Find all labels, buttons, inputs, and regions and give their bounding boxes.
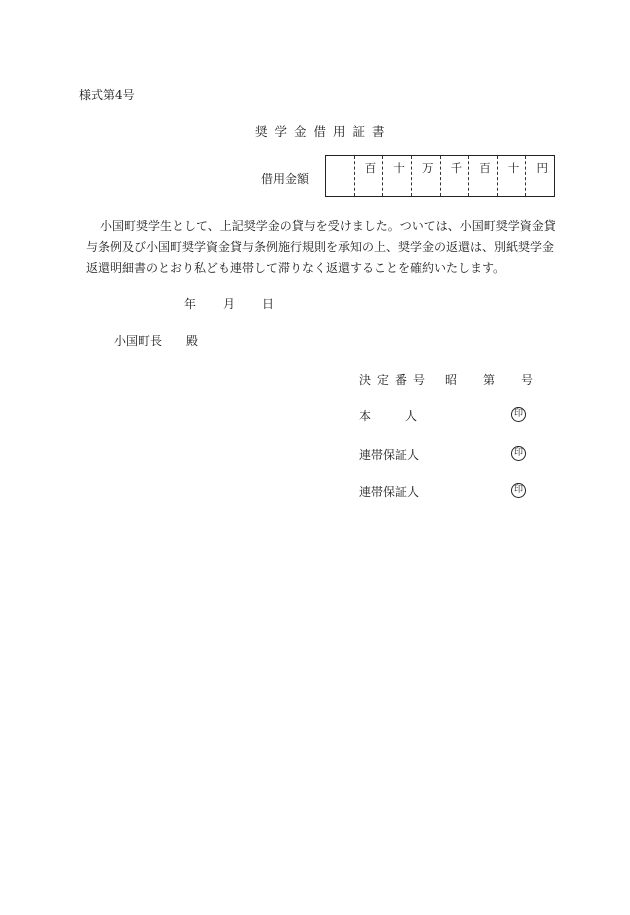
amount-unit: 円 (536, 161, 548, 175)
addressee-honorific: 殿 (186, 334, 199, 348)
guarantor-label-1: 連帯保証人 (359, 448, 420, 462)
amount-unit: 十 (507, 161, 520, 175)
decision-number-row (359, 371, 533, 388)
amount-label: 借用金額 (261, 172, 310, 186)
amount-unit: 千 (450, 161, 463, 175)
amount-unit: 十 (393, 161, 405, 175)
amount-unit: 万 (422, 161, 434, 175)
amount-cell-ten-million[interactable] (382, 156, 411, 196)
amount-cell-ten-thousand[interactable] (411, 156, 440, 196)
addressee (114, 332, 198, 349)
amount-cell-ten[interactable] (497, 156, 526, 196)
document-title: 奨学金借用証書 (255, 124, 392, 139)
amount-unit: 百 (364, 161, 377, 175)
addressee-name: 小国町長 (114, 334, 163, 348)
seal-mark: 印 (511, 483, 526, 498)
amount-cell-yen[interactable] (525, 156, 554, 196)
date-month: 月 (223, 297, 236, 311)
decision-go: 号 (521, 373, 534, 387)
pledge-text (86, 216, 566, 279)
date-day: 日 (262, 297, 275, 311)
seal-mark: 印 (511, 407, 526, 422)
seal-mark: 印 (511, 446, 526, 461)
amount-unit: 百 (479, 161, 491, 175)
amount-cell-hundred[interactable] (468, 156, 497, 196)
decision-dai: 第 (483, 373, 496, 387)
form-number: 様式第4号 (79, 88, 135, 102)
principal-label (359, 407, 417, 424)
decision-label: 決定番号 (359, 373, 432, 387)
pledge-line: 与条例及び小国町奨学資金貸与条例施行規則を承知の上、奨学金の返還は、別紙奨学金 (86, 240, 555, 254)
pledge-line: 返還明細書のとおり私ども連帯して滞りなく返還することを確約いたします。 (86, 261, 506, 275)
guarantor-label-2: 連帯保証人 (359, 485, 420, 499)
amount-box[interactable] (325, 155, 555, 197)
date-year: 年 (184, 297, 197, 311)
amount-cell-hundred-million[interactable] (354, 156, 383, 196)
amount-cell-blank[interactable] (326, 156, 354, 196)
amount-cell-thousand[interactable] (440, 156, 469, 196)
date-row (184, 295, 301, 312)
decision-era: 昭 (445, 373, 458, 387)
principal-label-b: 人 (405, 409, 418, 423)
principal-label-a: 本 (359, 409, 372, 423)
pledge-line: 小国町奨学生として、上記奨学金の貸与を受けました。ついては、小国町奨学資金貸 (100, 219, 556, 233)
